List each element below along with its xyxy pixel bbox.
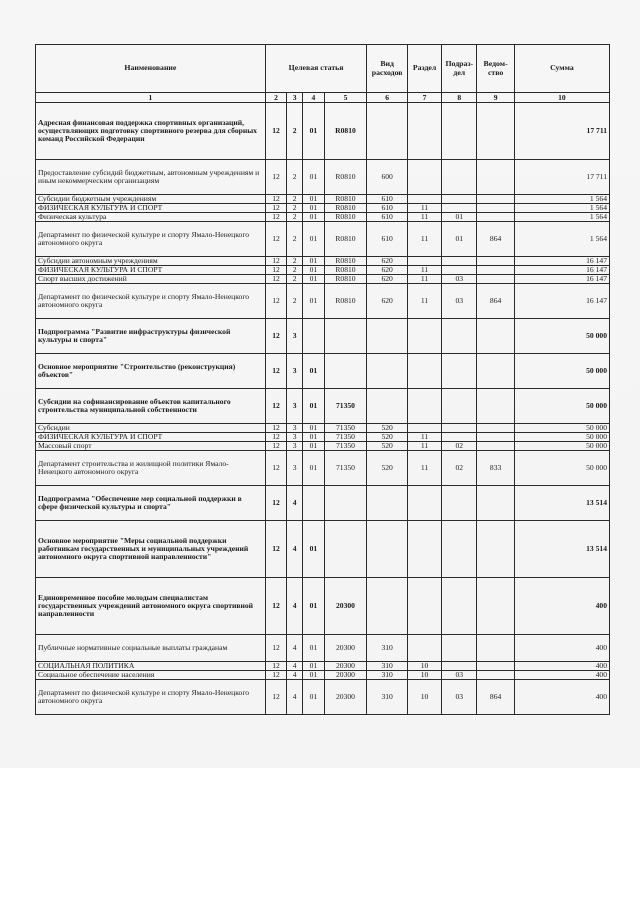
target-program: 12 — [265, 284, 286, 319]
header-row — [36, 45, 610, 93]
department-cell — [477, 266, 514, 275]
target-direction: 20300 — [324, 662, 367, 671]
amount-cell: 16 147 — [514, 266, 609, 275]
row-name: Подпрограмма "Развитие инфраструктуры физической культуры и спорта" — [36, 319, 266, 354]
subsection-cell: 03 — [442, 680, 477, 715]
target-direction: R0810 — [324, 257, 367, 266]
target-program: 12 — [265, 160, 286, 195]
department-cell — [477, 389, 514, 424]
target-program: 12 — [265, 635, 286, 662]
target-direction — [324, 354, 367, 389]
table-row — [36, 284, 610, 319]
row-name: Адресная финансовая поддержка спортивных организаций, осуществляющих подготовку спортивного резерва для сборных команд Российской Федерации — [36, 103, 266, 160]
subsection-cell: 02 — [442, 451, 477, 486]
expense-type-cell — [367, 354, 408, 389]
subsection-cell — [442, 266, 477, 275]
section-cell: 11 — [407, 222, 441, 257]
target-direction: 71350 — [324, 389, 367, 424]
department-cell — [477, 319, 514, 354]
expense-type-cell: 610 — [367, 213, 408, 222]
target-direction — [324, 521, 367, 578]
row-name: Департамент по физической культуре и спорту Ямало-Ненецкого автономного округа — [36, 284, 266, 319]
header-expense-type: Вид расходов — [367, 45, 408, 93]
target-measure: 01 — [303, 266, 324, 275]
expense-type-cell — [367, 103, 408, 160]
column-number: 9 — [477, 93, 514, 103]
amount-cell: 13 514 — [514, 521, 609, 578]
department-cell — [477, 635, 514, 662]
column-number: 5 — [324, 93, 367, 103]
row-name: Субсидии — [36, 424, 266, 433]
department-cell: 864 — [477, 222, 514, 257]
amount-cell: 50 000 — [514, 424, 609, 433]
target-subprogram: 2 — [287, 266, 303, 275]
table-row — [36, 635, 610, 662]
section-cell: 11 — [407, 284, 441, 319]
target-subprogram: 4 — [287, 680, 303, 715]
subsection-cell: 01 — [442, 222, 477, 257]
section-cell — [407, 195, 441, 204]
row-name: Спорт высших достижений — [36, 275, 266, 284]
target-subprogram: 4 — [287, 635, 303, 662]
table-row — [36, 257, 610, 266]
expense-type-cell — [367, 319, 408, 354]
target-subprogram: 2 — [287, 284, 303, 319]
row-name: Департамент по физической культуре и спорту Ямало-Ненецкого автономного округа — [36, 680, 266, 715]
section-cell — [407, 319, 441, 354]
section-cell — [407, 160, 441, 195]
target-program: 12 — [265, 266, 286, 275]
subsection-cell — [442, 635, 477, 662]
target-subprogram: 4 — [287, 486, 303, 521]
table-row — [36, 521, 610, 578]
target-subprogram: 3 — [287, 451, 303, 486]
header-section: Раздел — [407, 45, 441, 93]
table-row — [36, 266, 610, 275]
row-name: ФИЗИЧЕСКАЯ КУЛЬТУРА И СПОРТ — [36, 433, 266, 442]
expense-type-cell: 310 — [367, 662, 408, 671]
target-subprogram: 4 — [287, 578, 303, 635]
target-measure — [303, 319, 324, 354]
subsection-cell — [442, 160, 477, 195]
department-cell — [477, 275, 514, 284]
column-number: 4 — [303, 93, 324, 103]
target-measure: 01 — [303, 680, 324, 715]
table-row — [36, 486, 610, 521]
subsection-cell — [442, 354, 477, 389]
amount-cell: 50 000 — [514, 354, 609, 389]
table-row — [36, 578, 610, 635]
target-subprogram: 3 — [287, 389, 303, 424]
column-number: 2 — [265, 93, 286, 103]
table-body — [36, 103, 610, 715]
amount-cell: 400 — [514, 671, 609, 680]
target-program: 12 — [265, 103, 286, 160]
department-cell — [477, 257, 514, 266]
target-measure: 01 — [303, 635, 324, 662]
expense-type-cell: 620 — [367, 257, 408, 266]
target-direction: R0810 — [324, 160, 367, 195]
column-number: 1 — [36, 93, 266, 103]
header-target: Целевая статья — [265, 45, 367, 93]
row-name: Единовременное пособие молодым специалистам государственных учреждений автономного округа спортивной направленности — [36, 578, 266, 635]
table-row — [36, 160, 610, 195]
target-measure: 01 — [303, 160, 324, 195]
expense-type-cell — [367, 521, 408, 578]
expense-type-cell: 600 — [367, 160, 408, 195]
section-cell: 11 — [407, 433, 441, 442]
target-program: 12 — [265, 204, 286, 213]
target-subprogram: 3 — [287, 433, 303, 442]
table-row — [36, 424, 610, 433]
section-cell: 11 — [407, 204, 441, 213]
subsection-cell — [442, 103, 477, 160]
expense-type-cell: 610 — [367, 222, 408, 257]
department-cell — [477, 662, 514, 671]
department-cell — [477, 578, 514, 635]
expense-type-cell — [367, 389, 408, 424]
target-direction: 20300 — [324, 635, 367, 662]
amount-cell: 17 711 — [514, 160, 609, 195]
target-subprogram: 2 — [287, 103, 303, 160]
section-cell — [407, 521, 441, 578]
amount-cell: 50 000 — [514, 433, 609, 442]
table-row — [36, 389, 610, 424]
target-program: 12 — [265, 578, 286, 635]
target-program: 12 — [265, 433, 286, 442]
department-cell — [477, 433, 514, 442]
department-cell — [477, 195, 514, 204]
target-program: 12 — [265, 521, 286, 578]
target-program: 12 — [265, 486, 286, 521]
department-cell — [477, 521, 514, 578]
target-subprogram: 4 — [287, 521, 303, 578]
target-subprogram: 2 — [287, 257, 303, 266]
table-row — [36, 354, 610, 389]
subsection-cell — [442, 433, 477, 442]
row-name: ФИЗИЧЕСКАЯ КУЛЬТУРА И СПОРТ — [36, 266, 266, 275]
target-program: 12 — [265, 671, 286, 680]
section-cell — [407, 257, 441, 266]
section-cell: 11 — [407, 442, 441, 451]
section-cell — [407, 424, 441, 433]
subsection-cell — [442, 195, 477, 204]
column-number-row — [36, 93, 610, 103]
expense-type-cell: 620 — [367, 284, 408, 319]
target-program: 12 — [265, 451, 286, 486]
table-row — [36, 671, 610, 680]
section-cell: 11 — [407, 266, 441, 275]
column-number: 8 — [442, 93, 477, 103]
expense-type-cell — [367, 486, 408, 521]
section-cell: 10 — [407, 680, 441, 715]
amount-cell: 50 000 — [514, 389, 609, 424]
row-name: Подпрограмма "Обеспечение мер социальной поддержки в сфере физической культуры и спорта" — [36, 486, 266, 521]
amount-cell: 50 000 — [514, 451, 609, 486]
target-measure: 01 — [303, 521, 324, 578]
subsection-cell — [442, 578, 477, 635]
target-subprogram: 3 — [287, 442, 303, 451]
expense-type-cell: 620 — [367, 275, 408, 284]
target-direction: R0810 — [324, 275, 367, 284]
subsection-cell: 01 — [442, 213, 477, 222]
amount-cell: 400 — [514, 578, 609, 635]
header-amount: Сумма — [514, 45, 609, 93]
department-cell — [477, 103, 514, 160]
section-cell — [407, 486, 441, 521]
row-name: ФИЗИЧЕСКАЯ КУЛЬТУРА И СПОРТ — [36, 204, 266, 213]
row-name: Основное мероприятие "Меры социальной поддержки работникам государственных и муниципальных учреждений автономного округа спортивной направленности" — [36, 521, 266, 578]
department-cell: 864 — [477, 284, 514, 319]
department-cell — [477, 354, 514, 389]
row-name: Предоставление субсидий бюджетным, автономным учреждениям и иным некоммерческим организациям — [36, 160, 266, 195]
row-name: Департамент по физической культуре и спорту Ямало-Ненецкого автономного округа — [36, 222, 266, 257]
target-measure: 01 — [303, 213, 324, 222]
row-name: Социальное обеспечение населения — [36, 671, 266, 680]
subsection-cell — [442, 204, 477, 213]
target-program: 12 — [265, 389, 286, 424]
target-direction — [324, 486, 367, 521]
column-number: 3 — [287, 93, 303, 103]
target-program: 12 — [265, 662, 286, 671]
target-measure: 01 — [303, 103, 324, 160]
target-measure: 01 — [303, 257, 324, 266]
budget-table — [35, 44, 610, 715]
amount-cell: 1 564 — [514, 213, 609, 222]
blank-margin — [0, 768, 640, 905]
table-row — [36, 103, 610, 160]
expense-type-cell: 310 — [367, 635, 408, 662]
target-measure: 01 — [303, 284, 324, 319]
column-number: 10 — [514, 93, 609, 103]
amount-cell: 400 — [514, 635, 609, 662]
amount-cell: 1 564 — [514, 195, 609, 204]
table-row — [36, 662, 610, 671]
department-cell — [477, 486, 514, 521]
target-direction: 71350 — [324, 424, 367, 433]
target-direction: R0810 — [324, 222, 367, 257]
target-direction: R0810 — [324, 213, 367, 222]
section-cell — [407, 354, 441, 389]
target-measure: 01 — [303, 662, 324, 671]
section-cell — [407, 389, 441, 424]
target-direction: 71350 — [324, 442, 367, 451]
target-direction — [324, 319, 367, 354]
row-name: Публичные нормативные социальные выплаты гражданам — [36, 635, 266, 662]
row-name: Субсидии бюджетным учреждениям — [36, 195, 266, 204]
subsection-cell — [442, 662, 477, 671]
expense-type-cell: 310 — [367, 680, 408, 715]
target-direction: R0810 — [324, 284, 367, 319]
expense-type-cell: 620 — [367, 266, 408, 275]
subsection-cell — [442, 521, 477, 578]
row-name: Физическая культура — [36, 213, 266, 222]
row-name: Массовый спорт — [36, 442, 266, 451]
amount-cell: 1 564 — [514, 204, 609, 213]
row-name: Департамент строительства и жилищной политики Ямало-Ненецкого автономного округа — [36, 451, 266, 486]
section-cell — [407, 635, 441, 662]
target-subprogram: 3 — [287, 424, 303, 433]
expense-type-cell: 520 — [367, 433, 408, 442]
subsection-cell — [442, 319, 477, 354]
amount-cell: 400 — [514, 662, 609, 671]
header-subsection: Подраз-дел — [442, 45, 477, 93]
table-row — [36, 451, 610, 486]
target-measure: 01 — [303, 671, 324, 680]
row-name: Основное мероприятие "Строительство (реконструкция) объектов" — [36, 354, 266, 389]
amount-cell: 17 711 — [514, 103, 609, 160]
expense-type-cell: 520 — [367, 442, 408, 451]
target-measure: 01 — [303, 389, 324, 424]
department-cell — [477, 442, 514, 451]
subsection-cell: 03 — [442, 275, 477, 284]
target-measure: 01 — [303, 275, 324, 284]
subsection-cell — [442, 424, 477, 433]
target-direction: 71350 — [324, 451, 367, 486]
target-direction: 71350 — [324, 433, 367, 442]
target-program: 12 — [265, 195, 286, 204]
table-row — [36, 680, 610, 715]
expense-type-cell: 610 — [367, 195, 408, 204]
table-row — [36, 319, 610, 354]
target-subprogram: 2 — [287, 195, 303, 204]
section-cell — [407, 103, 441, 160]
target-subprogram: 2 — [287, 204, 303, 213]
expense-type-cell: 310 — [367, 671, 408, 680]
target-subprogram: 3 — [287, 354, 303, 389]
subsection-cell: 02 — [442, 442, 477, 451]
header-name: Наименование — [36, 45, 266, 93]
target-program: 12 — [265, 680, 286, 715]
table-row — [36, 222, 610, 257]
target-measure: 01 — [303, 195, 324, 204]
section-cell: 10 — [407, 671, 441, 680]
department-cell: 833 — [477, 451, 514, 486]
department-cell — [477, 160, 514, 195]
target-direction: 20300 — [324, 671, 367, 680]
target-subprogram: 4 — [287, 671, 303, 680]
subsection-cell — [442, 257, 477, 266]
target-measure: 01 — [303, 204, 324, 213]
department-cell — [477, 213, 514, 222]
target-program: 12 — [265, 319, 286, 354]
target-measure: 01 — [303, 433, 324, 442]
section-cell: 10 — [407, 662, 441, 671]
expense-type-cell: 610 — [367, 204, 408, 213]
table-row — [36, 204, 610, 213]
target-direction: R0810 — [324, 266, 367, 275]
amount-cell: 400 — [514, 680, 609, 715]
department-cell: 864 — [477, 680, 514, 715]
target-direction: R0810 — [324, 195, 367, 204]
section-cell: 11 — [407, 275, 441, 284]
subsection-cell — [442, 389, 477, 424]
target-program: 12 — [265, 354, 286, 389]
department-cell — [477, 424, 514, 433]
table-row — [36, 213, 610, 222]
target-subprogram: 2 — [287, 222, 303, 257]
target-program: 12 — [265, 275, 286, 284]
table-row — [36, 195, 610, 204]
subsection-cell: 03 — [442, 671, 477, 680]
department-cell — [477, 204, 514, 213]
amount-cell: 16 147 — [514, 284, 609, 319]
target-measure: 01 — [303, 354, 324, 389]
target-subprogram: 4 — [287, 662, 303, 671]
table-row — [36, 442, 610, 451]
table-row — [36, 275, 610, 284]
amount-cell: 50 000 — [514, 442, 609, 451]
target-measure: 01 — [303, 424, 324, 433]
section-cell — [407, 578, 441, 635]
target-direction: R0810 — [324, 103, 367, 160]
target-measure — [303, 486, 324, 521]
target-subprogram: 3 — [287, 319, 303, 354]
target-measure: 01 — [303, 222, 324, 257]
subsection-cell: 03 — [442, 284, 477, 319]
amount-cell: 1 564 — [514, 222, 609, 257]
target-direction: 20300 — [324, 680, 367, 715]
expense-type-cell — [367, 578, 408, 635]
target-measure: 01 — [303, 442, 324, 451]
expense-type-cell: 520 — [367, 424, 408, 433]
target-direction: R0810 — [324, 204, 367, 213]
department-cell — [477, 671, 514, 680]
target-program: 12 — [265, 424, 286, 433]
section-cell: 11 — [407, 451, 441, 486]
section-cell: 11 — [407, 213, 441, 222]
amount-cell: 16 147 — [514, 257, 609, 266]
subsection-cell — [442, 486, 477, 521]
target-direction: 20300 — [324, 578, 367, 635]
target-measure: 01 — [303, 451, 324, 486]
target-subprogram: 2 — [287, 275, 303, 284]
target-program: 12 — [265, 257, 286, 266]
row-name: СОЦИАЛЬНАЯ ПОЛИТИКА — [36, 662, 266, 671]
row-name: Субсидии автономным учреждениям — [36, 257, 266, 266]
header-department: Ведом-ство — [477, 45, 514, 93]
amount-cell: 16 147 — [514, 275, 609, 284]
row-name: Субсидии на софинансирование объектов капитального строительства муниципальной собственности — [36, 389, 266, 424]
table-row — [36, 433, 610, 442]
target-subprogram: 2 — [287, 160, 303, 195]
column-number: 6 — [367, 93, 408, 103]
target-program: 12 — [265, 222, 286, 257]
expense-type-cell: 520 — [367, 451, 408, 486]
amount-cell: 13 514 — [514, 486, 609, 521]
column-number: 7 — [407, 93, 441, 103]
target-program: 12 — [265, 213, 286, 222]
amount-cell: 50 000 — [514, 319, 609, 354]
target-measure: 01 — [303, 578, 324, 635]
target-subprogram: 2 — [287, 213, 303, 222]
target-program: 12 — [265, 442, 286, 451]
